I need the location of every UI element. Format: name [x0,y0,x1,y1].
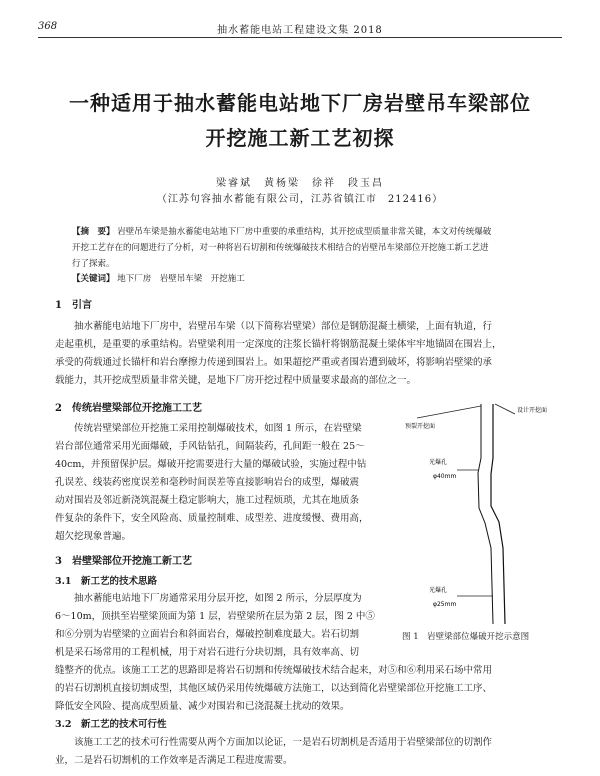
keywords-label: 【关键词】 [72,274,115,284]
figure-1-caption: 图 1 岩壁梁部位爆破开挖示意图 [402,632,530,642]
label-diameter-40: φ40mm [433,473,457,480]
body-line: 载能力，其开挖成型质量非常关键，是地下厂房开挖过程中质量要求最高的部位之一。 [55,375,417,386]
body-line: 40cm，并预留保护层。爆破开挖需要进行大量的爆破试验，实施过程中钻 [55,459,367,470]
section-3-heading: 3 岩壁梁部位开挖施工新工艺 [55,556,192,567]
authors: 梁睿斌 黄杨梁 徐祥 段玉昌 [216,178,384,189]
body-line: 机是采石场常用的工程机械，用于对岩石进行分块切割，具有效率高、切 [55,647,360,658]
subsection-3-1-heading: 3.1 新工艺的技术思路 [55,576,158,587]
leader-line [417,406,481,418]
body-line: 承受的荷载通过长锚杆和岩台摩擦力传递到围岩上。如果超挖严重或者围岩遭到破坏，将影响岩壁梁的承 [55,357,493,368]
presplit-face-line [478,404,493,624]
journal-title: 抽水蓄能电站工程建设文集 2018 [217,25,383,36]
paper-title-line-2: 开挖施工新工艺初探 [205,126,395,150]
section-2-heading: 2 传统岩壁梁部位开挖施工工艺 [55,403,202,414]
paper-title-line-1: 一种适用于抽水蓄能电站地下厂房岩壁吊车梁部位 [69,91,531,115]
design-face-line [491,404,505,624]
body-line: 件复杂的条件下，安全风险高、质量控制难、成型差、进度缓慢、费用高， [55,513,369,524]
keywords-text: 地下厂房 岩壁吊车梁 开挖施工 [117,274,245,284]
body-line: 动对围岩及邻近新浇筑混凝土稳定影响大，施工过程烦琐，尤其在地质条 [55,495,360,506]
abstract-text-1: 岩壁吊车梁是抽水蓄能电站地下厂房中重要的承重结构，其开挖成型质量非常关键，本文对传统爆破 [117,227,492,237]
section-1-heading: 1 引言 [55,300,92,311]
body-line: 孔误差、线装药密度误差和毫秒时间误差等直接影响岩台的成型，爆破震 [55,477,360,488]
body-line: 该施工工艺的技术可行性需要从两个方面加以论证，一是岩石切割机是否适用于岩壁梁部位的切割作 [74,737,493,748]
body-line: 超欠挖现象普遍。 [55,531,132,542]
subsection-3-2-heading: 3.2 新工艺的技术可行性 [55,719,167,730]
label-smooth-hole-2: 光爆孔 [429,587,448,594]
body-line: 缝整齐的优点。该施工工艺的思路即是将岩石切割和传统爆破技术结合起来，对⑤和⑥利用采石场中常用 [55,665,493,676]
label-smooth-hole-1: 光爆孔 [429,459,448,466]
label-presplit-face: 预裂开挖面 [405,423,436,430]
body-line: 降低安全风险、提高成型质量、减少对围岩和已浇混凝土扰动的效果。 [55,701,350,712]
abstract-label: 【摘 要】 [72,227,115,237]
abstract-line-2: 开挖工艺存在的问题进行了分析，对一种将岩石切割和传统爆破技术相结合的岩壁吊车梁部位开挖施工新工艺进 [72,243,489,253]
label-diameter-25: φ25mm [433,601,457,608]
running-header [38,21,562,38]
body-line: 的岩石切割机直接切割成型，其他区域仍采用传统爆破方法施工，以达到简化岩壁梁部位开挖施工工序、 [55,683,493,694]
label-design-face: 设计开挖面 [517,407,548,414]
body-line: 和⑥分别为岩壁梁的立面岩台和斜面岩台，爆破控制难度最大。岩石切割 [55,629,360,640]
abstract-line-3: 行了探索。 [72,259,115,269]
body-line: 抽水蓄能电站地下厂房中，岩壁吊车梁（以下简称岩壁梁）部位是钢筋混凝土横梁，上面有轨道，行 [74,321,493,332]
body-line: 岩台部位通常采用光面爆破，手风钻钻孔，间隔装药，孔间距一般在 25～ [55,441,365,452]
body-line: 业，二是岩石切割机的工作效率是否满足工程进度需要。 [55,755,293,766]
keywords [72,272,245,284]
leader-line [495,404,515,414]
figure-1-diagram [405,398,555,624]
affiliation: （江苏句容抽水蓄能有限公司，江苏省镇江市 212416） [156,194,444,205]
page-number: 368 [38,21,58,32]
body-line: 抽水蓄能电站地下厂房通常采用分层开挖，如图 2 所示，分层厚度为 [74,593,362,604]
body-line: 6～10m，顶拱至岩壁梁顶面为第 1 层，岩壁梁所在层为第 2 层，图 2 中⑤ [55,611,375,622]
body-line: 走起重机，是重要的承重结构。岩壁梁利用一定深度的注浆长锚杆将钢筋混凝土梁体牢牢地锚固在围岩上， [55,339,502,350]
body-line: 传统岩壁梁部位开挖施工采用控制爆破技术，如图 1 所示，在岩壁梁 [74,423,362,434]
abstract-line-1 [72,224,542,240]
